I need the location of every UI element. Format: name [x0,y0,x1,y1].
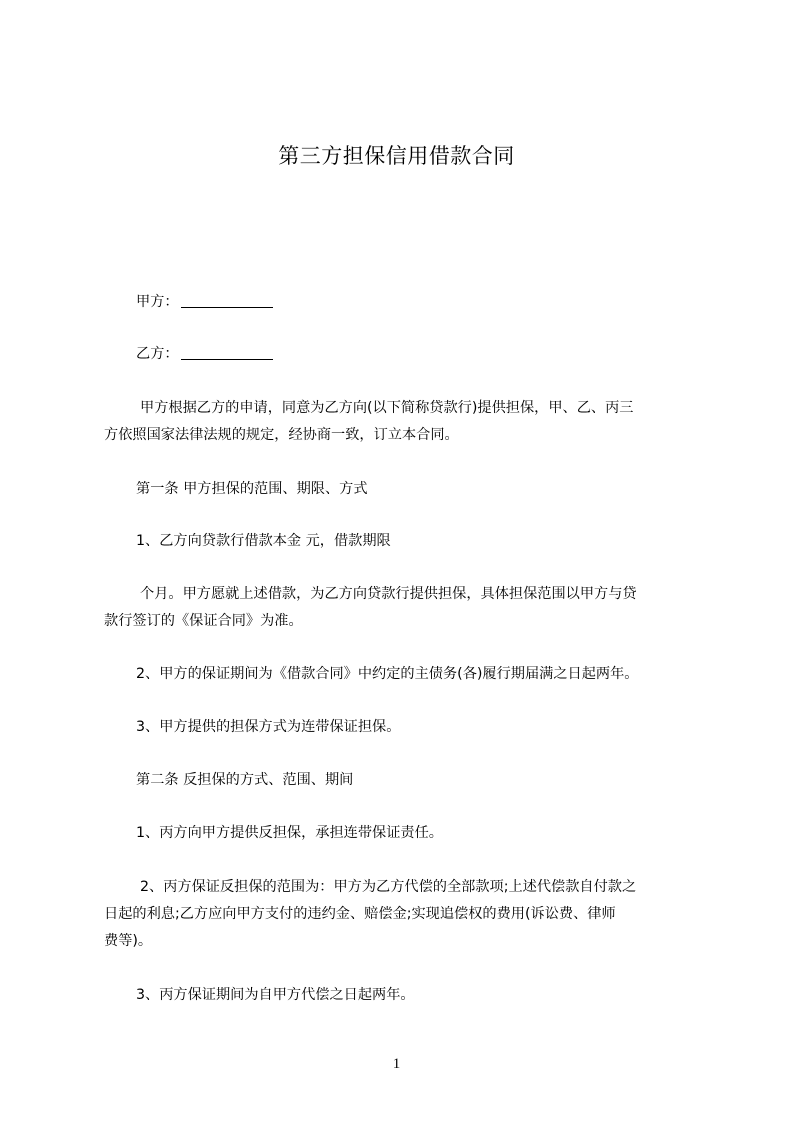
article-1-item-1: 1、乙方向贷款行借款本金 元，借款期限 [136,533,391,549]
article-2-heading: 第二条 反担保的方式、范围、期间 [136,772,354,788]
party-b-blank [181,345,273,360]
article-2-item-3: 3、丙方保证期间为自甲方代偿之日起两年。 [136,987,415,1003]
party-a-blank [181,293,273,308]
intro-paragraph-line: 甲方根据乙方的申请，同意为乙方向(以下简称贷款行)提供担保，甲、乙、丙三 [140,400,634,416]
party-a-line [104,290,704,314]
article-1-heading: 第一条 甲方担保的范围、期限、方式 [136,481,368,497]
article-2-item-1: 1、丙方向甲方提供反担保，承担连带保证责任。 [136,825,443,841]
document-title: 第三方担保信用借款合同 [278,144,515,168]
intro-paragraph-line: 方依照国家法律法规的规定，经协商一致，订立本合同。 [104,427,459,443]
article-1-item-1-continuation: 款行签订的《保证合同》为准。 [104,613,303,629]
party-b-line [104,342,704,366]
article-1-item-2: 2、甲方的保证期间为《借款合同》中约定的主债务(各)履行期届满之日起两年。 [136,666,639,682]
party-b-label: 乙方： [136,346,179,362]
article-2-item-2: 费等)。 [104,933,153,949]
party-a-label: 甲方： [136,294,179,310]
article-1-item-1-continuation: 个月。甲方愿就上述借款，为乙方向贷款行提供担保，具体担保范围以甲方与贷 [140,586,637,602]
article-2-item-2: 日起的利息;乙方应向甲方支付的违约金、赔偿金;实现追偿权的费用(诉讼费、律师 [104,906,616,922]
article-2-item-2: 2、丙方保证反担保的范围为：甲方为乙方代偿的全部款项;上述代偿款自付款之 [140,879,637,895]
page-number: 1 [392,1056,401,1072]
article-1-item-3: 3、甲方提供的担保方式为连带保证担保。 [136,719,401,735]
